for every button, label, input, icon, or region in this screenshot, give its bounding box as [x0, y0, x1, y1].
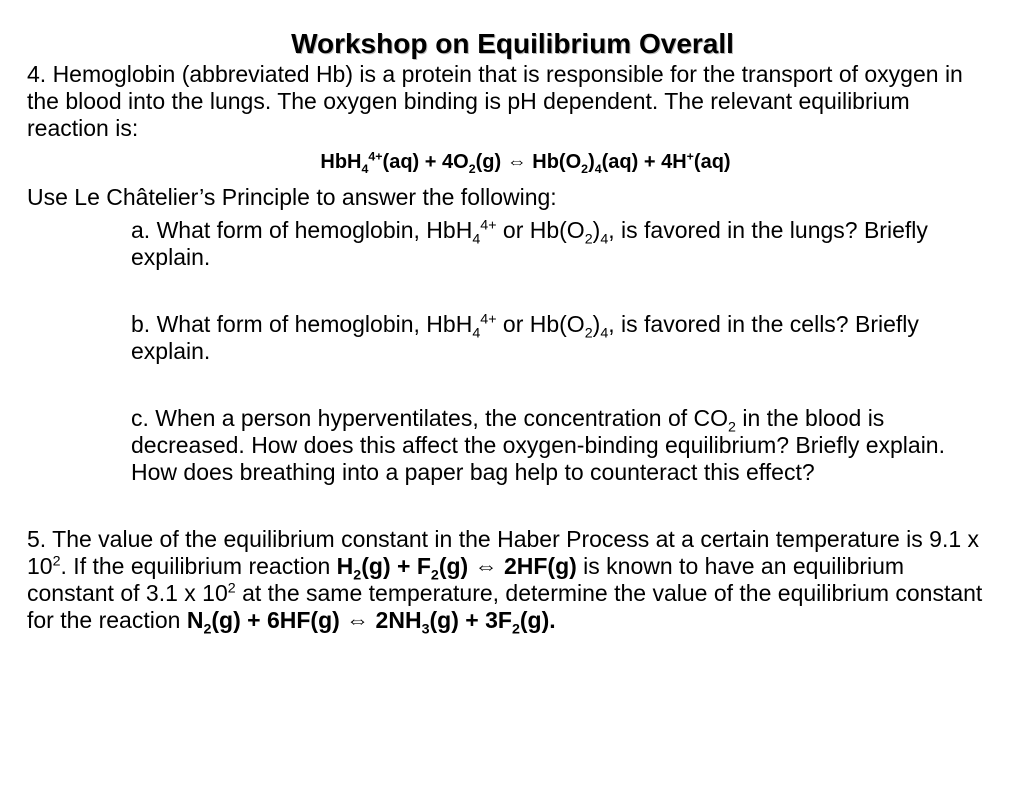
q4b-text: b. What form of hemoglobin, HbH [131, 311, 473, 337]
q5-reaction-text: (g). [519, 607, 556, 633]
q5-text: . If the equilibrium reaction [60, 553, 337, 579]
q4b-subscript: 4 [472, 325, 481, 342]
question-4c [27, 405, 984, 486]
question-4a [27, 217, 984, 271]
eq-text: (aq) + 4O [382, 151, 469, 173]
q5-reaction-text: 2NH [369, 607, 422, 633]
q4a-text: ) [592, 217, 601, 243]
q5-superscript: 2 [52, 553, 61, 570]
equilibrium-arrow-icon: ⇔ [346, 607, 370, 633]
q5-reaction-text: (g) + 6HF(g) [211, 607, 347, 633]
eq-text: (aq) + 4H [601, 151, 687, 173]
question-4-intro: 4. Hemoglobin (abbreviated Hb) is a protein that is responsible for the transport of oxygen in the blood into the lungs. The oxygen binding is pH dependent. The relevant equilibrium reaction is: [27, 61, 963, 141]
eq-text: (aq) [693, 151, 731, 173]
q4c-subscript: 2 [728, 419, 736, 436]
eq-text: Hb(O [532, 151, 582, 173]
q5-subscript: 2 [511, 621, 520, 638]
eq-superscript: 4+ [368, 149, 383, 164]
q5-reaction-text: (g) [438, 553, 475, 579]
q4a-subscript: 4 [472, 231, 481, 248]
eq-text: (g) [475, 151, 502, 173]
reaction-n2-hf [186, 607, 556, 638]
q4b-superscript: 4+ [480, 311, 497, 328]
eq-text: HbH [320, 151, 362, 173]
q4c-text: in the blood is decreased. How does this affect the oxygen-binding equilibrium? Briefly explain. How does breathing into a paper bag help to counteract this effect? [131, 405, 945, 485]
q5-reaction-text: (g) + 3F [429, 607, 512, 633]
q4b-subscript: 4 [600, 325, 609, 342]
q4a-subscript: 4 [600, 231, 609, 248]
q5-subscript: 2 [430, 567, 439, 584]
slide [0, 27, 1024, 795]
q5-text: is known to have an equilibrium constant of 3.1 x 10 [27, 553, 905, 606]
slide-title: Workshop on Equilibrium Overall [291, 28, 734, 59]
eq-superscript: + [686, 149, 694, 164]
q5-text: at the same temperature, determine the value of the equilibrium constant for the reaction [27, 580, 983, 633]
q5-reaction-text: N [186, 607, 204, 633]
eq-subscript: 4 [594, 162, 602, 176]
hemoglobin-equation [27, 148, 984, 176]
q5-superscript: 2 [227, 580, 236, 597]
q4b-text: , is favored in the cells? Briefly explain. [131, 311, 919, 364]
q5-reaction-text: H [336, 553, 354, 579]
q4b-subscript: 2 [584, 325, 593, 342]
q4a-text: a. What form of hemoglobin, HbH [131, 217, 473, 243]
equilibrium-arrow-icon: ⇔ [474, 553, 498, 579]
equilibrium-arrow-icon: ⇔ [506, 151, 527, 173]
question-5 [27, 526, 984, 638]
eq-text: ) [588, 151, 595, 173]
reaction-h2-f2 [336, 553, 577, 584]
q4a-subscript: 2 [584, 231, 593, 248]
question-4b [27, 311, 984, 365]
eq-subscript: 4 [361, 162, 369, 176]
q5-reaction-text: (g) + F [361, 553, 431, 579]
q5-subscript: 2 [353, 567, 362, 584]
q5-text: 5. The value of the equilibrium constant in the Haber Process at a certain temperature is 9.1 x 10 [27, 526, 980, 579]
q5-subscript: 2 [203, 621, 212, 638]
eq-subscript: 2 [468, 162, 476, 176]
le-chatelier-instruction: Use Le Châtelier’s Principle to answer the following: [27, 184, 557, 210]
eq-subscript: 2 [581, 162, 589, 176]
q5-subscript: 3 [421, 621, 430, 638]
q5-reaction-text: 2HF(g) [497, 553, 577, 579]
q4c-text: c. When a person hyperventilates, the concentration of CO [131, 405, 729, 431]
q4b-text: or Hb(O [496, 311, 585, 337]
q4a-text: or Hb(O [496, 217, 585, 243]
q4a-text: , is favored in the lungs? Briefly explain. [131, 217, 928, 270]
q4b-text: ) [592, 311, 601, 337]
q4a-superscript: 4+ [480, 217, 497, 234]
